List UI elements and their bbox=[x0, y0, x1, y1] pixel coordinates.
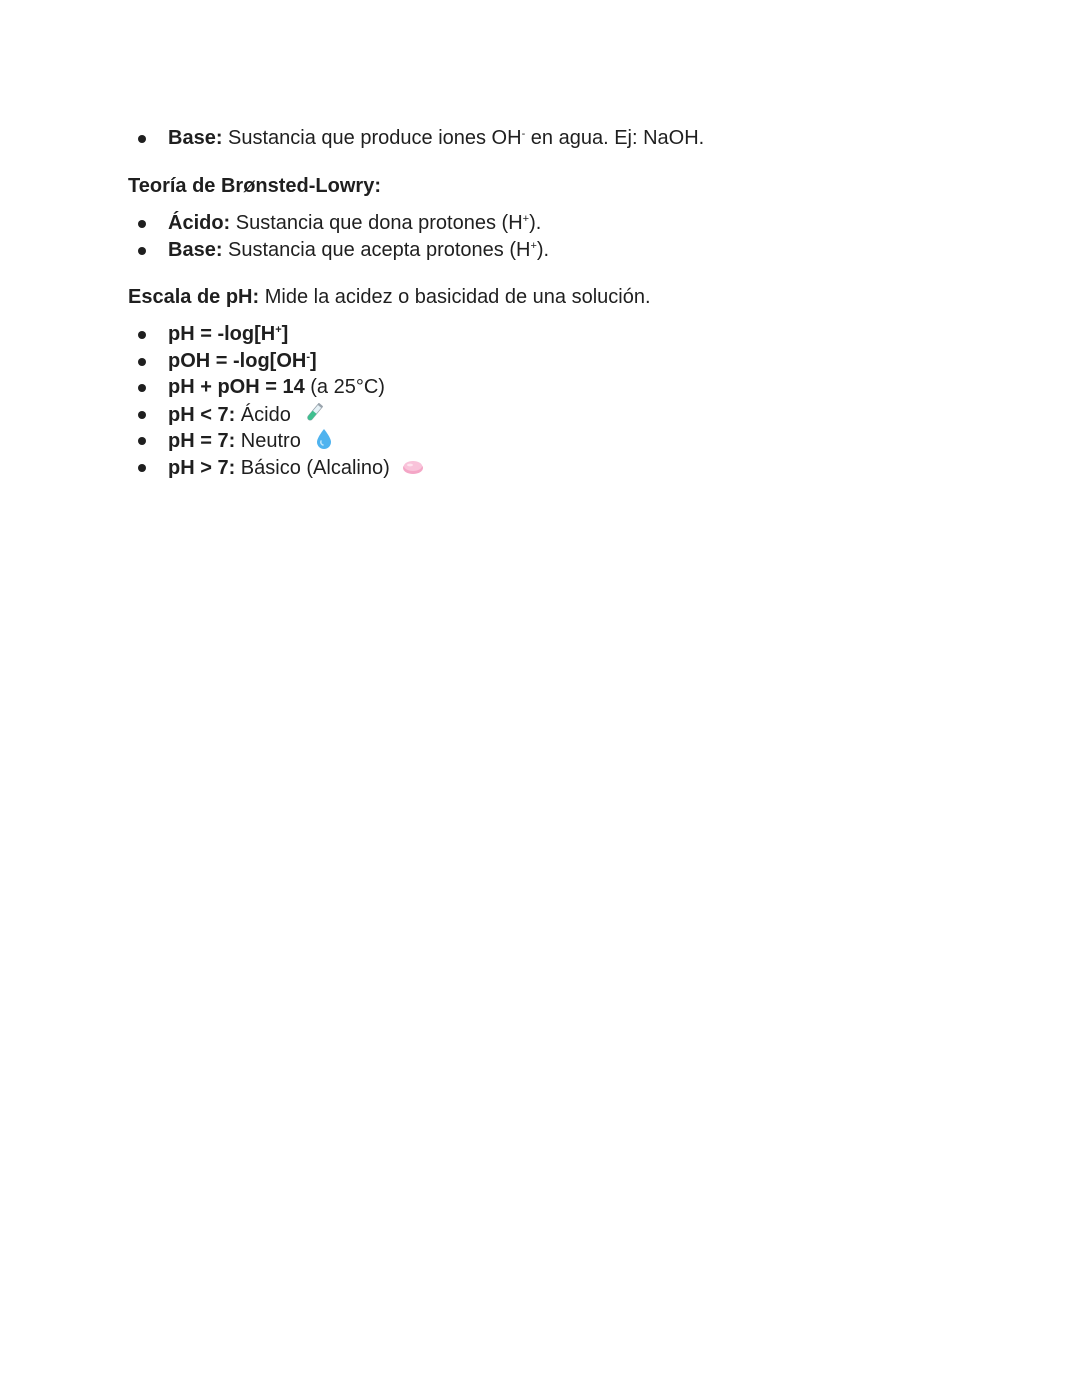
base-definition: Sustancia que produce iones OH bbox=[222, 127, 522, 149]
ph-list bbox=[128, 321, 425, 480]
proton-charge: + bbox=[530, 239, 537, 252]
droplet-icon bbox=[312, 427, 336, 451]
ph-scale-heading bbox=[128, 284, 651, 310]
hydroxide-charge: - bbox=[521, 128, 526, 140]
list-item bbox=[128, 348, 425, 375]
acid-label: Ácido: bbox=[168, 212, 231, 234]
list-item bbox=[128, 427, 425, 454]
base-label: Base: bbox=[168, 238, 223, 261]
base-definition: Sustancia que acepta protones (H bbox=[222, 238, 531, 261]
list-item bbox=[128, 210, 549, 237]
base-definition-tail: ). bbox=[536, 238, 550, 261]
basic-label: pH > 7: bbox=[168, 456, 236, 479]
acid-definition: Sustancia que dona protones (H bbox=[230, 212, 523, 234]
base-label: Base: bbox=[168, 127, 223, 149]
bronsted-heading bbox=[128, 173, 381, 199]
acid-definition-tail: ). bbox=[529, 212, 542, 234]
ph-poh-sum: pH + pOH = 14 bbox=[168, 376, 305, 398]
arrhenius-list bbox=[128, 125, 704, 152]
bronsted-list bbox=[128, 210, 549, 263]
ph-formula-text: pH = -log[H bbox=[168, 323, 276, 345]
ph-scale-label: Escala de pH: bbox=[128, 286, 260, 308]
list-item bbox=[128, 237, 549, 264]
proton-charge: + bbox=[522, 213, 530, 225]
basic-text: Básico (Alcalino) bbox=[235, 456, 390, 479]
list-item bbox=[128, 454, 425, 481]
proton-charge: + bbox=[275, 324, 282, 336]
neutral-label: pH = 7: bbox=[168, 430, 236, 452]
hydroxide-charge: - bbox=[306, 350, 310, 363]
ph-formula bbox=[168, 323, 288, 345]
arrhenius-base-item bbox=[128, 125, 704, 152]
temperature-note: (a 25°C) bbox=[304, 376, 385, 398]
poh-formula-close: ] bbox=[310, 349, 317, 372]
ph-formula-close: ] bbox=[281, 323, 289, 345]
base-example: en agua. Ej: NaOH. bbox=[525, 127, 705, 149]
soap-icon bbox=[401, 454, 425, 478]
acid-range-label: pH < 7: bbox=[168, 403, 236, 426]
neutral-text: Neutro bbox=[235, 430, 301, 452]
poh-formula bbox=[168, 350, 317, 372]
ph-scale-description: Mide la acidez o basicidad de una solución. bbox=[259, 286, 651, 308]
bronsted-heading-text: Teoría de Brønsted-Lowry: bbox=[128, 175, 381, 197]
list-item bbox=[128, 321, 425, 348]
test-tube-icon bbox=[302, 401, 326, 425]
list-item bbox=[128, 401, 425, 428]
poh-formula-text: pOH = -log[OH bbox=[168, 349, 307, 372]
acid-range-text: Ácido bbox=[235, 403, 291, 426]
list-item bbox=[128, 374, 425, 401]
